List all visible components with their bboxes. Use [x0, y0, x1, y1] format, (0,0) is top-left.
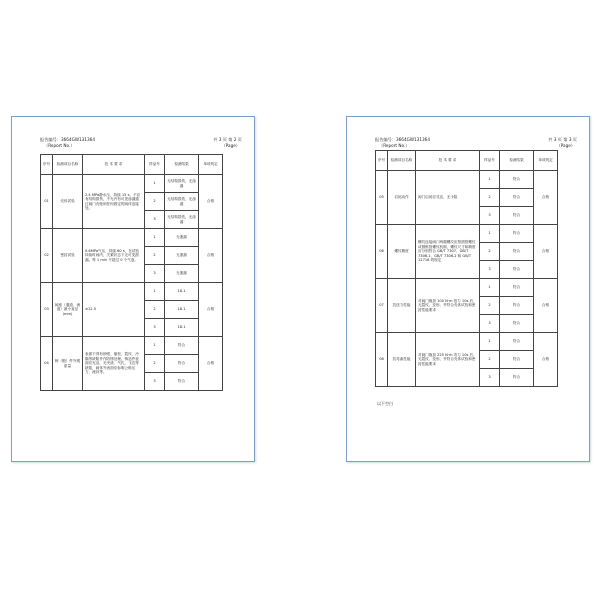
- test-result: 无泄漏: [165, 229, 199, 247]
- item-verdict: 合格: [199, 283, 223, 337]
- sample-number: 3: [145, 373, 165, 391]
- sample-number: 1: [480, 333, 500, 351]
- table-header-row: [41, 155, 223, 175]
- item-name: 抗扭力性能: [388, 279, 416, 333]
- sample-number: 2: [480, 243, 500, 261]
- header-cell: 检测结果: [165, 155, 199, 175]
- item-name: 密封试验: [53, 229, 83, 283]
- test-result: 符合: [165, 337, 199, 355]
- sample-number: 3: [480, 261, 500, 279]
- sample-number: 1: [480, 225, 500, 243]
- test-results-table: [375, 150, 558, 387]
- page-indicator: 共 3 页 第 3 页: [548, 137, 577, 142]
- item-verdict: 合格: [534, 171, 558, 225]
- test-result: 无泄漏: [165, 265, 199, 283]
- header-cell: 样品号: [145, 155, 165, 175]
- item-verdict: 合格: [199, 175, 223, 229]
- test-result: 无结构损伤，无渗漏: [165, 175, 199, 193]
- sample-number: 2: [145, 193, 165, 211]
- table-header-row: [376, 151, 558, 171]
- test-result: 符合: [500, 189, 534, 207]
- item-number: 02: [41, 229, 53, 283]
- item-name: 铸（锻）件外观质量: [53, 337, 83, 391]
- report-number: 3664GW131364: [395, 137, 430, 142]
- header-cell: 单项判定: [199, 155, 223, 175]
- table-row: [41, 229, 223, 247]
- item-requirement: 螺纹连接阀门两端螺纹应按照管螺纹或圆锥管螺纹机制，螺纹尺寸和精度应分别符合 GB/T 7307、GB/T 7306.1、GB/T 7306.2 和 GB/T 12716 的规定: [416, 225, 480, 279]
- test-result: 符合: [165, 373, 199, 391]
- item-requirement: ≥12.5: [83, 283, 145, 337]
- test-result: 符合: [500, 225, 534, 243]
- test-result: 无结构损伤，无渗漏: [165, 193, 199, 211]
- sample-number: 1: [480, 171, 500, 189]
- item-requirement: 表面不得有砂眼、缩松、裂纹、冷隔等缺陷并作防锈处理。铸造件表面应光洁，无夹渣、气孔、飞边等缺陷，阀体外表面应标明公称压力、流向等。: [83, 337, 145, 391]
- item-number: 01: [41, 175, 53, 229]
- test-result: 无泄漏: [165, 247, 199, 265]
- sample-number: 1: [145, 175, 165, 193]
- report-no-label: 报告编号：: [40, 137, 61, 142]
- table-row: [376, 279, 558, 297]
- header-cell: 检测结果: [500, 151, 534, 171]
- test-result: 18.1: [165, 301, 199, 319]
- test-results-table: [40, 154, 223, 391]
- test-result: 符合: [500, 369, 534, 387]
- test-result: 18.1: [165, 319, 199, 337]
- item-number: 08: [376, 333, 388, 387]
- test-result: 18.1: [165, 283, 199, 301]
- item-verdict: 合格: [534, 279, 558, 333]
- sample-number: 2: [480, 189, 500, 207]
- sample-number: 2: [480, 297, 500, 315]
- item-name: 壳体试验: [53, 175, 83, 229]
- table-row: [41, 283, 223, 301]
- header-cell: 技 术 要 求: [83, 155, 145, 175]
- test-result: 符合: [500, 333, 534, 351]
- report-no-english: （Report No.）: [44, 143, 75, 148]
- item-number: 04: [41, 337, 53, 391]
- header-cell: 序号: [376, 151, 388, 171]
- sample-number: 1: [145, 229, 165, 247]
- table-row: [41, 337, 223, 355]
- item-number: 06: [376, 225, 388, 279]
- sample-number: 3: [480, 315, 500, 333]
- page-english: （Page）: [556, 143, 575, 148]
- sample-number: 3: [145, 211, 165, 229]
- test-result: 符合: [165, 355, 199, 373]
- test-result: 符合: [500, 171, 534, 189]
- test-result: 符合: [500, 297, 534, 315]
- item-requirement: 0.6MPa气压，持续 60 s，在试验持续时间内，关紧状态下无可见泄漏。每 1 min 不超过 0 个气泡。: [83, 229, 145, 283]
- item-verdict: 合格: [534, 333, 558, 387]
- page-english: （Page）: [221, 143, 240, 148]
- header-cell: 样品号: [480, 151, 500, 171]
- test-result: 符合: [500, 351, 534, 369]
- sample-number: 3: [480, 207, 500, 225]
- report-no-label: 报告编号：: [375, 137, 396, 142]
- sample-number: 2: [145, 301, 165, 319]
- item-requirement: 2.4 MPa静水压，持续 15 s，不应有结构损伤，不允许有可见渗漏通过阀门壳壁和任何固定的阀体连接处。: [83, 175, 145, 229]
- item-verdict: 合格: [534, 225, 558, 279]
- sample-number: 2: [145, 247, 165, 265]
- header-cell: 检测项目名称: [53, 155, 83, 175]
- item-requirement: 对阀门施加 225 N·m 弯力 10s 后，无裂纹、变形，并符合壳体试验和密封性能要求: [416, 333, 480, 387]
- item-name: 启闭动作: [388, 171, 416, 225]
- item-name: 阀座（通道、流道）最小直径(mm): [53, 283, 83, 337]
- report-page-3: [346, 116, 590, 462]
- test-result: 符合: [500, 261, 534, 279]
- item-number: 05: [376, 171, 388, 225]
- header-cell: 单项判定: [534, 151, 558, 171]
- test-result: 符合: [500, 243, 534, 261]
- item-name: 螺纹精度: [388, 225, 416, 279]
- report-no-english: （Report No.）: [379, 143, 410, 148]
- test-result: 无结构损伤，无渗漏: [165, 211, 199, 229]
- table-row: [376, 225, 558, 243]
- header-cell: 序号: [41, 155, 53, 175]
- sample-number: 1: [145, 337, 165, 355]
- sample-number: 3: [480, 369, 500, 387]
- table-row: [376, 171, 558, 189]
- sample-number: 1: [480, 279, 500, 297]
- table-row: [41, 175, 223, 193]
- sample-number: 1: [145, 283, 165, 301]
- item-requirement: 对阀门施加 100 N·m 扭力 10s 后，无裂纹、变形，并符合壳体试验和密封性能要求: [416, 279, 480, 333]
- report-number: 3664GW131364: [60, 137, 95, 142]
- sample-number: 2: [480, 351, 500, 369]
- item-verdict: 合格: [199, 229, 223, 283]
- footer-note: 以下空白: [377, 401, 393, 406]
- test-result: 符合: [500, 279, 534, 297]
- sample-number: 3: [145, 265, 165, 283]
- test-result: 符合: [500, 315, 534, 333]
- table-row: [376, 333, 558, 351]
- sample-number: 3: [145, 319, 165, 337]
- page-indicator: 共 3 页 第 2 页: [213, 137, 242, 142]
- item-name: 抗弯曲性能: [388, 333, 416, 387]
- item-requirement: 阀门启闭应灵活，无卡阻: [416, 171, 480, 225]
- header-cell: 技 术 要 求: [416, 151, 480, 171]
- test-result: 符合: [500, 207, 534, 225]
- item-number: 07: [376, 279, 388, 333]
- item-number: 03: [41, 283, 53, 337]
- report-page-2: [11, 116, 255, 462]
- item-verdict: 合格: [199, 337, 223, 391]
- header-cell: 检测项目名称: [388, 151, 416, 171]
- sample-number: 2: [145, 355, 165, 373]
